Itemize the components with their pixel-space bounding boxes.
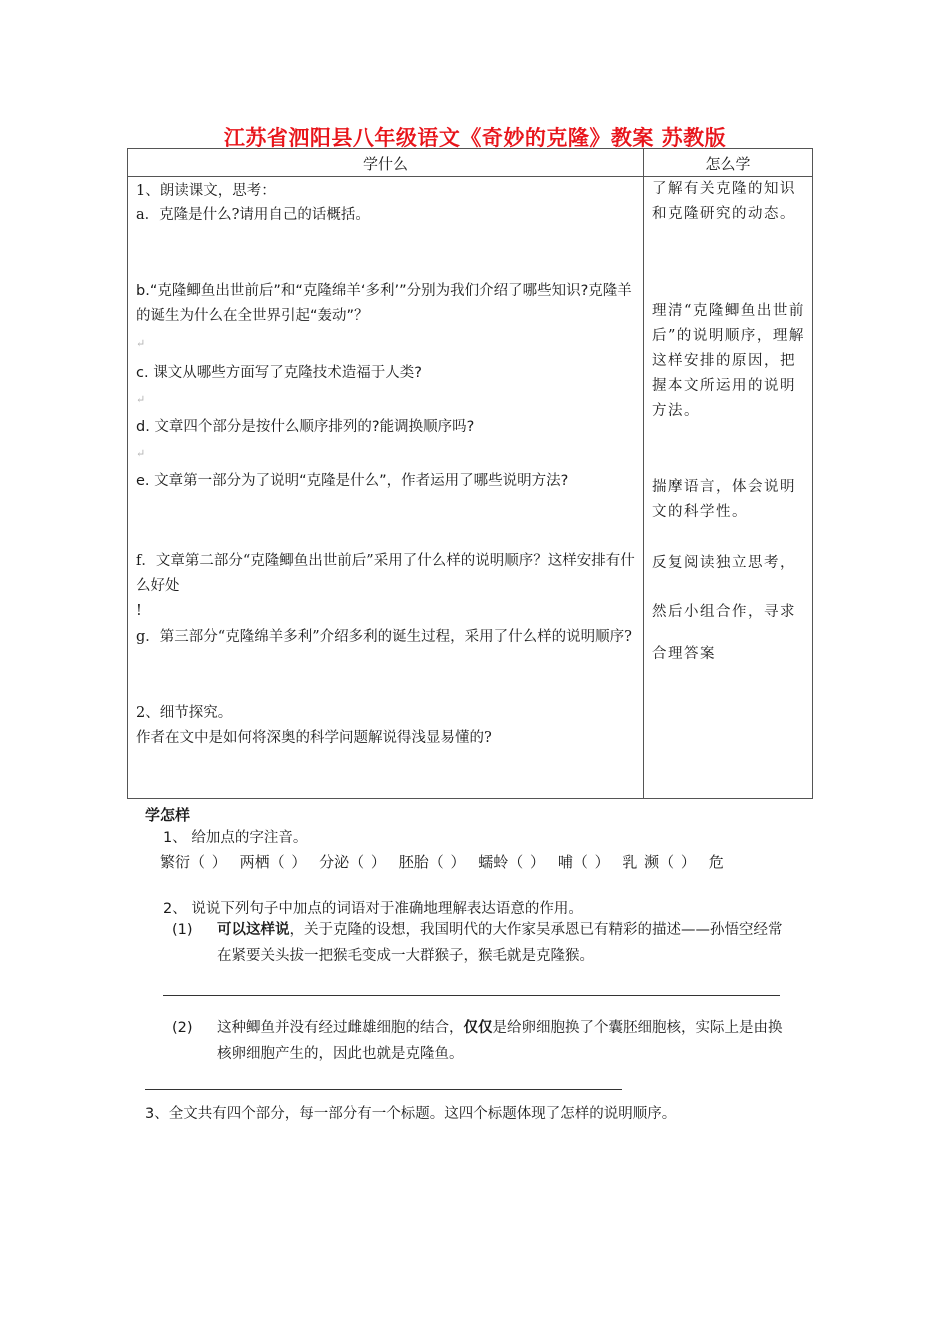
sentence-2 (217, 1015, 787, 1067)
paragraph-mark: ↵ (136, 447, 146, 460)
question-b: b.“克隆鲫鱼出世前后”和“克隆绵羊‘多利’”分别为我们介绍了哪些知识?克隆羊的诞生为什么在全世界引起“轰动”？ (136, 283, 632, 324)
tip-group: 然后小组合作，寻求合理答案 (652, 604, 796, 662)
word-item: 分泌（ ） (319, 853, 386, 871)
document-title: 江苏省泗阳县八年级语文《奇妙的克隆》教案 苏教版 (223, 126, 727, 150)
column-header-how: 怎么学 (705, 155, 751, 173)
exercise-2-prompt: 2、 说说下列句子中加点的词语对于准确地理解表达语意的作用。 (163, 901, 583, 917)
question-1: 1、朗读课文，思考： (136, 183, 276, 199)
section-heading: 学怎样 (145, 806, 191, 824)
sentence-1-text: ，关于克隆的设想，我国明代的大作家吴承恩已有精彩的描述——孙悟空经常在紧要关头拔一把猴毛变成一大群猴子，猴毛就是克隆猴。 (217, 922, 783, 964)
sentence-2-text-post: 是给卵细胞换了个囊胚细胞核，实际上是由换核卵细胞产生的，因此也就是克隆鱼。 (217, 1020, 783, 1062)
question-c: c. 课文从哪些方面写了克隆技术造福于人类? (136, 365, 422, 381)
column-divider (643, 149, 644, 798)
paragraph-mark: ↵ (136, 337, 146, 350)
question-e: e. 文章第一部分为了说明“克隆是什么”，作者运用了哪些说明方法? (136, 473, 569, 489)
tip-order: 理清“克隆鲫鱼出世前后”的说明顺序，理解这样安排的原因，把握本文所运用的说明方法。 (652, 303, 805, 419)
column-header-what: 学什么 (362, 155, 408, 173)
question-f-mark: ! (136, 603, 142, 619)
sentence-1-number: (1) (172, 922, 193, 938)
sentence-1 (217, 917, 787, 969)
answer-line-2[interactable] (145, 1089, 622, 1090)
question-g: g．第三部分“克隆绵羊多利”介绍多利的诞生过程，采用了什么样的说明顺序? (136, 629, 632, 645)
tip-read: 反复阅读独立思考， (652, 555, 796, 571)
tip-language: 揣摩语言，体会说明文的科学性。 (652, 479, 796, 520)
sentence-2-text-pre: 这种鲫鱼并没有经过雌雄细胞的结合， (217, 1020, 464, 1036)
answer-line-1[interactable] (163, 995, 780, 996)
sentence-1-key-phrase: 可以这样说 (217, 922, 290, 938)
paragraph-mark: ↵ (136, 393, 146, 406)
question-2: 2、细节探究。 (136, 705, 233, 721)
question-f: f．文章第二部分“克隆鲫鱼出世前后”采用了什么样的说明顺序？这样安排有什么好处 (136, 553, 635, 594)
word-item: 两栖（ ） (239, 853, 307, 871)
word-item: 危 (708, 853, 724, 871)
sentence-2-number: (2) (172, 1020, 193, 1036)
tip-understand: 了解有关克隆的知识和克隆研究的动态。 (652, 181, 796, 222)
word-item: 胚胎（ ） (398, 853, 466, 871)
question-d: d. 文章四个部分是按什么顺序排列的?能调换顺序吗? (136, 419, 475, 435)
question-a: a．克隆是什么?请用自己的话概括。 (136, 207, 370, 223)
word-item: 繁衍（ ） (160, 853, 227, 871)
word-item: 哺（ ） (557, 853, 610, 871)
word-item: 乳 濒（ ） (622, 853, 696, 871)
lesson-table (127, 148, 813, 799)
table-header (128, 149, 812, 177)
sentence-2-key-phrase: 仅仅 (463, 1020, 493, 1036)
pinyin-words (160, 851, 730, 872)
word-item: 蠕蛉（ ） (478, 853, 546, 871)
exercise-1-prompt: 1、 给加点的字注音。 (163, 830, 308, 846)
question-2-detail: 作者在文中是如何将深奥的科学问题解说得浅显易懂的? (136, 730, 492, 746)
exercise-3-prompt: 3、全文共有四个部分，每一部分有一个标题。这四个标题体现了怎样的说明顺序。 (145, 1106, 677, 1122)
